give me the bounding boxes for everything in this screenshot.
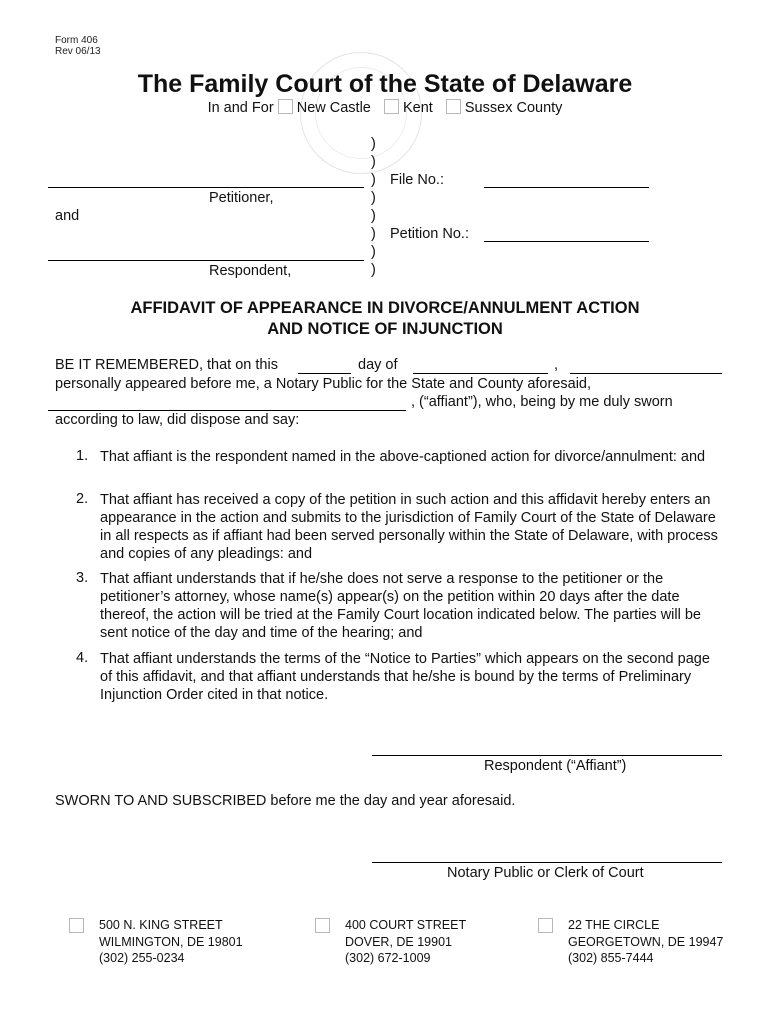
location-street: 400 COURT STREET (345, 918, 467, 932)
intro-comma: , (554, 357, 559, 373)
caption-paren: ) (371, 226, 376, 242)
item-text: That affiant has received a copy of the petition in such action and this affidavit hereby enters an appearance in the action and submits to the jurisdiction of Family Court of the State of Delaware in all respects as if affiant had been served personally within the State of Delaware, with process and copies of any pleadings: and (100, 492, 718, 562)
location-dover (345, 917, 466, 967)
form-number-block (55, 35, 101, 57)
respondent-signature-label: Respondent (“Affiant”) (484, 758, 627, 774)
form-revision: Rev 06/13 (55, 46, 101, 57)
location-phone: (302) 255-0234 (99, 951, 185, 965)
caption-paren: ) (371, 208, 376, 224)
affiant-name-field[interactable] (48, 410, 406, 411)
notary-signature-label: Notary Public or Clerk of Court (447, 865, 644, 881)
checkbox-georgetown[interactable] (538, 918, 553, 933)
county-new-castle-label: New Castle (296, 100, 371, 116)
affidavit-heading-line1: AFFIDAVIT OF APPEARANCE IN DIVORCE/ANNULMENT ACTION (130, 299, 640, 317)
item-number: 3. (76, 570, 89, 586)
location-phone: (302) 855-7444 (568, 951, 654, 965)
intro-personally-appeared: personally appeared before me, a Notary Public for the State and County aforesaid, (55, 376, 592, 392)
item-number: 2. (76, 491, 89, 507)
item-text: That affiant is the respondent named in the above-captioned action for divorce/annulment: and (100, 449, 706, 465)
caption-paren: ) (371, 154, 376, 170)
location-street: 500 N. KING STREET (99, 918, 223, 932)
checkbox-new-castle[interactable] (278, 99, 293, 114)
caption-paren: ) (371, 136, 376, 152)
location-wilmington (99, 917, 243, 967)
location-phone: (302) 672-1009 (345, 951, 431, 965)
respondent-signature-field[interactable] (372, 755, 722, 756)
intro-be-it-remembered: BE IT REMEMBERED, that on this (55, 357, 278, 373)
item-number: 1. (76, 448, 89, 464)
checkbox-sussex[interactable] (446, 99, 461, 114)
affidavit-heading-line2: AND NOTICE OF INJUNCTION (267, 320, 503, 338)
intro-according-to-law: according to law, did dispose and say: (55, 412, 300, 428)
petitioner-label: Petitioner, (209, 190, 274, 206)
checkbox-wilmington[interactable] (69, 918, 84, 933)
county-selector (0, 99, 770, 116)
location-street: 22 THE CIRCLE (568, 918, 660, 932)
caption-paren: ) (371, 244, 376, 260)
day-field[interactable] (298, 373, 351, 374)
court-title: The Family Court of the State of Delaware (137, 70, 633, 98)
item-text: That affiant understands the terms of the “Notice to Parties” which appears on the second page of this affidavit, and that affiant understands that he/she is bound by the terms of Preliminary Injunction Order cited in that notice. (100, 651, 710, 703)
item-text: That affiant understands that if he/she does not serve a response to the petitioner or the petitioner’s attorney, whose name(s) appear(s) on the petition within 20 days after the date thereof, the action will be tried at the Family Court location indicated below. The parties will be sent notice of the day and time of the hearing; and (100, 571, 701, 641)
county-kent-label: Kent (402, 100, 433, 116)
location-city: GEORGETOWN, DE 19947 (568, 934, 724, 949)
sworn-statement: SWORN TO AND SUBSCRIBED before me the day and year aforesaid. (55, 793, 516, 809)
intro-day-of: day of (358, 357, 398, 373)
location-georgetown (568, 917, 723, 967)
caption-paren: ) (371, 262, 376, 278)
caption-paren: ) (371, 172, 376, 188)
month-field[interactable] (413, 373, 548, 374)
file-no-label: File No.: (390, 172, 444, 188)
petitioner-name-field[interactable] (48, 187, 364, 188)
county-sussex-label: Sussex County (464, 100, 563, 116)
respondent-name-field[interactable] (48, 260, 364, 261)
caption-paren: ) (371, 190, 376, 206)
checkbox-kent[interactable] (384, 99, 399, 114)
checkbox-dover[interactable] (315, 918, 330, 933)
county-prefix: In and For (207, 100, 274, 116)
file-no-field[interactable] (484, 187, 649, 188)
petition-no-label: Petition No.: (390, 226, 469, 242)
petition-no-field[interactable] (484, 241, 649, 242)
intro-affiant: , (“affiant”), who, being by me duly sworn (411, 394, 673, 410)
and-label: and (55, 208, 80, 224)
form-number: Form 406 (55, 35, 98, 46)
location-city: DOVER, DE 19901 (345, 934, 452, 949)
location-city: WILMINGTON, DE 19801 (99, 934, 243, 949)
notary-signature-field[interactable] (372, 862, 722, 863)
year-field[interactable] (570, 373, 722, 374)
respondent-label: Respondent, (209, 263, 292, 279)
item-number: 4. (76, 650, 89, 666)
